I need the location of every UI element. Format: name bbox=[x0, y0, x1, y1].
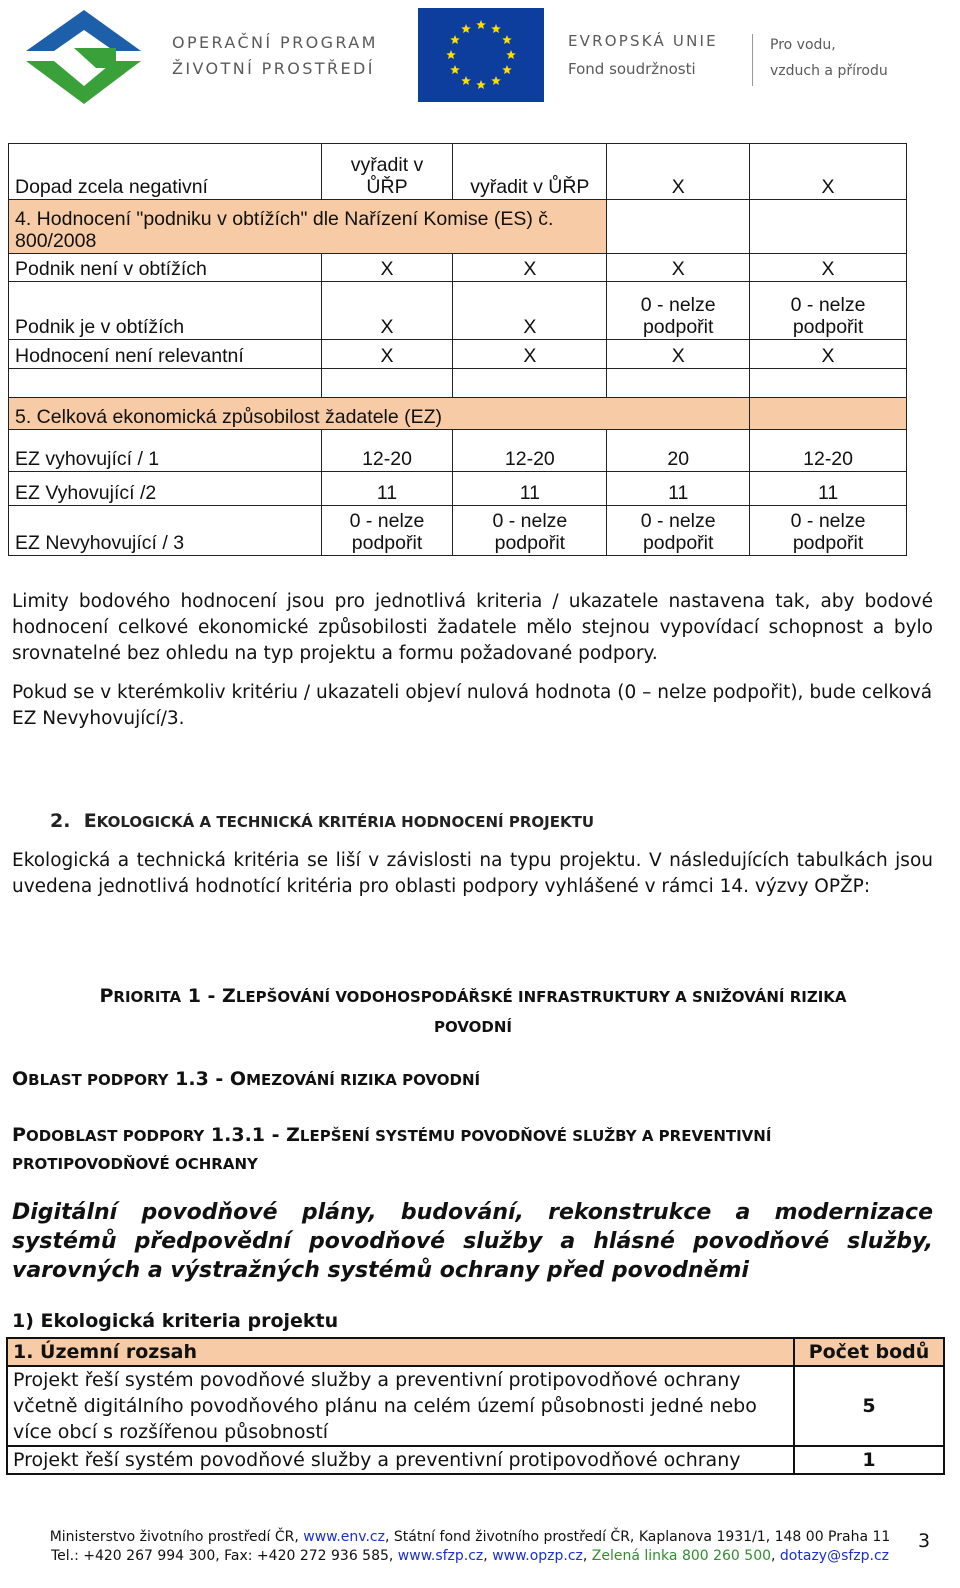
page-number: 3 bbox=[918, 1530, 931, 1552]
criterion-header: 1. Územní rozsah bbox=[7, 1338, 794, 1366]
row-label: EZ Vyhovující /2 bbox=[9, 472, 322, 506]
table-cell: 12-20 bbox=[453, 430, 607, 472]
table-cell bbox=[607, 369, 750, 398]
paragraph-limits: Limity bodového hodnocení jsou pro jednotlivá kriteria / ukazatele nastavena tak, aby bodové hodnocení celkové ekonomické způsobilosti žadatele mělo stejnou vypovídací schopnost a bylo srovnatelné bez ohledu na typ projektu a formu požadované podpory. bbox=[12, 591, 933, 664]
link-email[interactable]: dotazy@sfzp.cz bbox=[779, 1548, 890, 1564]
row-label: EZ vyhovující / 1 bbox=[9, 430, 322, 472]
criterion-text: Projekt řeší systém povodňové služby a preventivní protipovodňové ochrany bbox=[7, 1446, 794, 1474]
table-cell: X bbox=[321, 340, 453, 369]
table-cell: 0 - nelze podpořit bbox=[750, 282, 907, 340]
table-cell: X bbox=[453, 340, 607, 369]
row-label: EZ Nevyhovující / 3 bbox=[9, 506, 322, 556]
link-env[interactable]: www.env.cz bbox=[303, 1529, 385, 1545]
table-cell: 0 - nelze podpořit bbox=[750, 506, 907, 556]
table-cell: 11 bbox=[607, 472, 750, 506]
table-cell bbox=[607, 200, 750, 254]
row-label: Hodnocení není relevantní bbox=[9, 340, 322, 369]
table-row bbox=[9, 369, 907, 398]
criterion-score: 1 bbox=[794, 1446, 944, 1474]
table-cell: X bbox=[453, 282, 607, 340]
table-cell: X bbox=[607, 144, 750, 200]
eu-slogan: Pro vodu, vzduch a přírodu bbox=[770, 37, 888, 79]
table-row bbox=[9, 430, 907, 472]
eu-flag-icon bbox=[418, 8, 544, 102]
eu-title: EVROPSKÁ UNIE bbox=[568, 32, 718, 50]
section-heading-cell: 5. Celková ekonomická způsobilost žadatele (EZ) bbox=[9, 398, 750, 430]
chapter-heading: 2. EKOLOGICKÁ A TECHNICKÁ KRITÉRIA HODNOCENÍ PROJEKTU bbox=[50, 810, 595, 832]
table-cell: X bbox=[321, 282, 453, 340]
oblast-heading: OBLAST PODPORY 1.3 - OMEZOVÁNÍ RIZIKA POVODNÍ bbox=[12, 1068, 481, 1090]
section-italic-title: Digitální povodňové plány, budování, rekonstrukce a modernizace systémů předpovědní povodňové služby a hlásné povodňové služby, varovných a výstražných systémů ochrany před povodněmi bbox=[12, 1200, 933, 1283]
table-cell: vyřadit v ŮŘP bbox=[453, 144, 607, 200]
table-cell: X bbox=[750, 144, 907, 200]
table-cell: X bbox=[607, 340, 750, 369]
row-label: Podnik je v obtížích bbox=[9, 282, 322, 340]
paragraph-criteria-intro: Ekologická a technická kritéria se liší v závislosti na typu projektu. V následujících tabulkách jsou uvedena jednotlivá hodnotící kritéria pro oblasti podpory vyhlášené v rámci 14. výzvy OPŽP: bbox=[12, 850, 933, 897]
page-header bbox=[0, 0, 960, 112]
link-sfzp[interactable]: www.sfzp.cz bbox=[397, 1548, 484, 1564]
table-cell: 0 - nelze podpořit bbox=[607, 282, 750, 340]
green-line: Zelená linka 800 260 500 bbox=[591, 1548, 772, 1564]
table-cell: 0 - nelze podpořit bbox=[607, 506, 750, 556]
section-heading-cell: 4. Hodnocení "podniku v obtížích" dle Nařízení Komise (ES) č. 800/2008 bbox=[9, 200, 607, 254]
table-row bbox=[9, 506, 907, 556]
table-cell: 20 bbox=[607, 430, 750, 472]
table-cell: X bbox=[453, 254, 607, 282]
table-row bbox=[9, 472, 907, 506]
table-cell: X bbox=[321, 254, 453, 282]
header-divider bbox=[752, 34, 753, 86]
table-cell: 12-20 bbox=[750, 430, 907, 472]
table-row bbox=[9, 340, 907, 369]
criterion-text: Projekt řeší systém povodňové služby a preventivní protipovodňové ochrany včetně digitálního povodňového plánu na celém území působnosti jedné nebo více obcí s rozšířenou působností bbox=[7, 1366, 794, 1446]
table-row bbox=[9, 200, 907, 254]
link-opzp[interactable]: www.opzp.cz bbox=[492, 1548, 583, 1564]
table-cell: X bbox=[750, 254, 907, 282]
score-header: Počet bodů bbox=[794, 1338, 944, 1366]
table-cell: 12-20 bbox=[321, 430, 453, 472]
table-cell bbox=[750, 369, 907, 398]
table-row bbox=[9, 254, 907, 282]
ecological-criteria-heading: 1) Ekologická kriteria projektu bbox=[12, 1310, 339, 1332]
table-cell: 11 bbox=[321, 472, 453, 506]
row-label: Podnik není v obtížích bbox=[9, 254, 322, 282]
table-cell: 11 bbox=[453, 472, 607, 506]
table-header-row bbox=[7, 1338, 944, 1366]
table-row bbox=[9, 282, 907, 340]
op-text: OPERAČNÍ PROGRAM ŽIVOTNÍ PROSTŘEDÍ bbox=[172, 33, 378, 78]
table-cell: 11 bbox=[750, 472, 907, 506]
podoblast-heading: PODOBLAST PODPORY 1.3.1 - ZLEPŠENÍ SYSTÉMU POVODŇOVÉ SLUŽBY A PREVENTIVNÍ PROTIPOVODŇOVÉ OCHRANY bbox=[12, 1124, 772, 1173]
table-cell: X bbox=[607, 254, 750, 282]
economic-criteria-table bbox=[8, 143, 907, 556]
territorial-scope-table bbox=[6, 1337, 945, 1475]
table-cell bbox=[9, 369, 322, 398]
table-cell: 0 - nelze podpořit bbox=[453, 506, 607, 556]
op-zp-logo-icon bbox=[16, 6, 151, 106]
table-cell bbox=[750, 200, 907, 254]
table-row bbox=[9, 144, 907, 200]
page-footer: Ministerstvo životního prostředí ČR, www.env.cz, Státní fond životního prostředí ČR, Kaplanova 1931/1, 148 00 Praha 11 Tel.: +420 267 994 300, Fax: +420 272 936 585, www.sfzp.cz, www.opzp.cz, Zelená linka 800 260 500, dotazy@sfzp.cz bbox=[49, 1529, 891, 1564]
table-cell: X bbox=[750, 340, 907, 369]
row-label: Dopad zcela negativní bbox=[9, 144, 322, 200]
table-cell bbox=[321, 369, 453, 398]
priority-heading: PRIORITA 1 - ZLEPŠOVÁNÍ VODOHOSPODÁŘSKÉ INFRASTRUKTURY A SNIŽOVÁNÍ RIZIKA POVODNÍ bbox=[99, 985, 847, 1036]
table-cell: 0 - nelze podpořit bbox=[321, 506, 453, 556]
eu-fund: Fond soudržnosti bbox=[568, 60, 696, 78]
table-row bbox=[9, 398, 907, 430]
table-cell bbox=[453, 369, 607, 398]
table-row bbox=[7, 1366, 944, 1446]
table-cell: vyřadit v ŮŘP bbox=[321, 144, 453, 200]
criterion-score: 5 bbox=[794, 1366, 944, 1446]
table-row bbox=[7, 1446, 944, 1474]
paragraph-zero-value: Pokud se v kterémkoliv kritériu / ukazateli objeví nulová hodnota (0 – nelze podpořit), bude celková EZ Nevyhovující/3. bbox=[12, 682, 933, 729]
table-cell bbox=[750, 398, 907, 430]
